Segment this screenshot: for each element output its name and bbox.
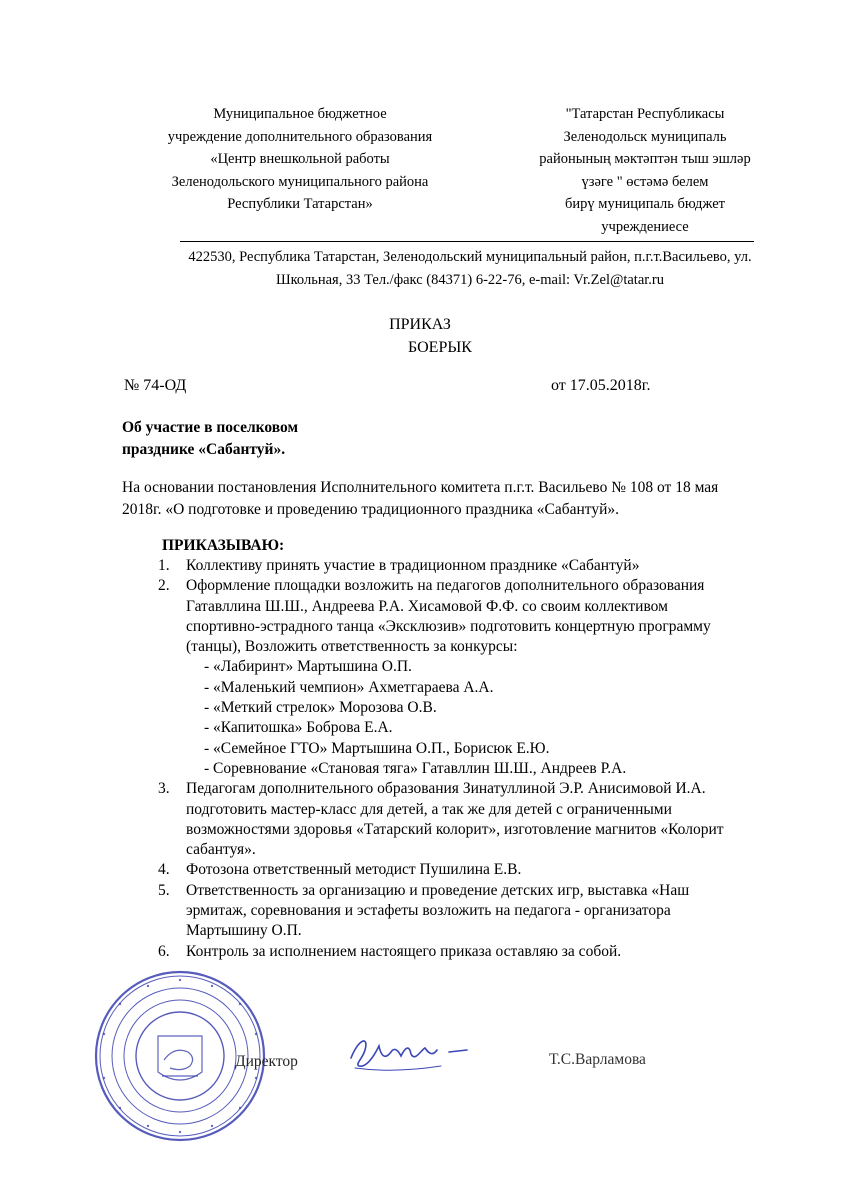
subject-line: Об участие в поселковом [122, 419, 299, 436]
header-right-line: "Татарстан Республикасы [565, 106, 725, 122]
signature-role: Директор [235, 1053, 298, 1070]
contest-item: - «Маленький чемпион» Ахметгараева А.А. [204, 678, 494, 696]
item-line: возможностями здоровья «Татарский колорит», изготовление магнитов «Колорит [186, 820, 724, 838]
item-line: Фотозона ответственный методист Пушилина Е.В. [186, 861, 522, 879]
item-line: сабантуя». [186, 841, 256, 859]
item-line: Контроль за исполнением настоящего приказа оставляю за собой. [186, 942, 622, 960]
header-right-line: үзәге " өстәмә белем [581, 173, 709, 190]
basis-line: 2018г. «О подготовке и проведению традиционного праздника «Сабантуй». [122, 501, 620, 518]
order-date: от 17.05.2018г. [551, 377, 651, 394]
item-number: 4. [158, 861, 170, 879]
item-number: 6. [158, 942, 170, 960]
address-block [100, 246, 840, 292]
director-name: Т.С.Варламова [549, 1051, 646, 1068]
list-item [150, 942, 810, 962]
item-line: спортивно-эстрадного танца «Эксклюзив» подготовить концертную программу [186, 617, 711, 635]
item-number: 2. [158, 577, 170, 595]
item-line: эрмитаж, соревнования и эстафеты возложить на педагога - организатора [186, 902, 671, 920]
address-line: 422530, Республика Татарстан, Зеленодольский муниципальный район, п.г.т.Васильево, ул. [188, 249, 752, 265]
order-heading: ПРИКАЗЫВАЮ: [162, 537, 285, 554]
order-basis [122, 477, 802, 521]
item-number: 3. [158, 780, 170, 798]
header-left-line: Республики Татарстан» [227, 196, 373, 212]
list-item [150, 576, 810, 779]
header-left-line: Муниципальное бюджетное [213, 106, 387, 122]
document-title [330, 313, 530, 359]
stamp-center-ring [136, 1012, 224, 1100]
item-line: (танцы), Возложить ответственность за конкурсы: [186, 638, 518, 656]
header-left-line: «Центр внешкольной работы [210, 151, 390, 167]
header-right-line: районының мәктәптән тыш эшләр [539, 151, 751, 167]
header-right-line: учреждениесе [601, 218, 689, 235]
header-right-block [520, 103, 770, 238]
order-items-list [150, 556, 810, 962]
contest-item: - «Семейное ГТО» Мартышина О.П., Борисюк Е.Ю. [204, 739, 550, 757]
item-line: Педагогам дополнительного образования Зинатуллиной Э.Р. Анисимовой И.А. [186, 780, 706, 798]
header-left-block [140, 103, 460, 216]
list-item [150, 881, 810, 942]
contest-item: - «Меткий стрелок» Морозова О.В. [204, 699, 437, 717]
basis-line: На основании постановления Исполнительного комитета п.г.т. Васильево № 108 от 18 мая [122, 479, 719, 496]
item-line: Гатавллина Ш.Ш., Андреева Р.А. Хисамовой Ф.Ф. со своим коллективом [186, 597, 668, 615]
header-left-line: учреждение дополнительного образования [167, 128, 433, 145]
order-number: № 74-ОД [124, 377, 187, 394]
title-line-tt: БОЕРЫК [408, 339, 472, 356]
item-line: Коллективу принять участие в традиционном празднике «Сабантуй» [186, 557, 640, 574]
item-line: Ответственность за организацию и проведение детских игр, выставка «Наш [186, 881, 690, 899]
contest-item: - «Капитошка» Боброва Е.А. [204, 719, 393, 737]
list-item [150, 556, 810, 576]
item-number: 5. [158, 881, 170, 899]
stamp-inner-ring [124, 1000, 236, 1112]
stamp-middle-ring [112, 988, 248, 1124]
header-divider [180, 241, 754, 242]
title-line-ru: ПРИКАЗ [389, 316, 451, 333]
stamp-emblem [158, 1036, 202, 1080]
handwritten-signature [345, 1028, 475, 1074]
header-right-line: Зеленодольск муниципаль [563, 128, 727, 145]
item-number: 1. [158, 557, 170, 574]
header-right-line: бирү муниципаль бюджет [565, 196, 725, 212]
item-line: Мартышину О.П. [186, 922, 302, 940]
subject-line: празднике «Сабантуй». [122, 441, 286, 458]
item-line: Оформление площадки возложить на педагогов дополнительного образования [186, 577, 705, 595]
list-item [150, 779, 810, 860]
header-left-line: Зеленодольского муниципального района [171, 173, 429, 190]
list-item [150, 860, 810, 880]
order-subject [122, 417, 298, 461]
address-line: Школьная, 33 Тел./факс (84371) 6-22-76, e-mail: Vr.Zel@tatar.ru [276, 272, 664, 288]
contest-item: - Соревнование «Становая тяга» Гатавллин Ш.Ш., Андреев Р.А. [204, 759, 627, 777]
contest-item: - «Лабиринт» Мартышина О.П. [204, 658, 412, 676]
item-line: подготовить мастер-класс для детей, а так же для детей с ограниченными [186, 800, 672, 818]
